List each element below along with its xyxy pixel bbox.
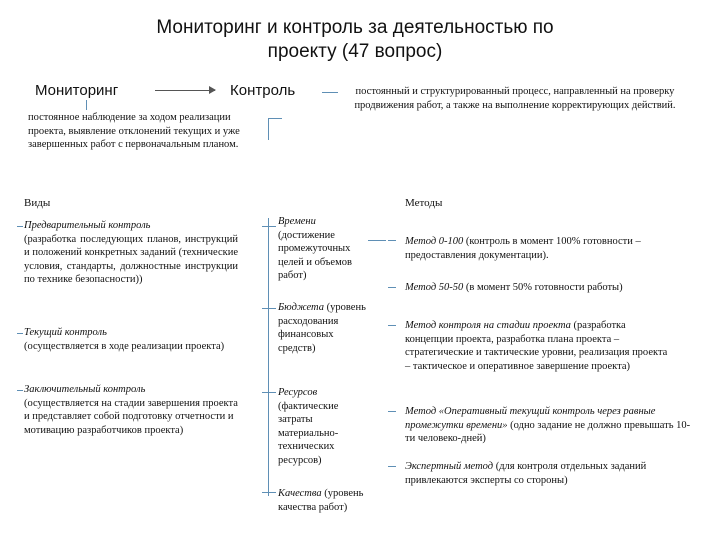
control-definition: постоянный и структурированный процесс, направленный на проверку продвижения работ, а также на выполнение корректирующих действий.	[354, 86, 676, 111]
connector	[86, 100, 87, 110]
method-desc: (в момент 50% готовности работы)	[465, 282, 623, 293]
bullet-tick	[388, 466, 396, 467]
objects-vertical-line	[268, 218, 269, 496]
bullet-tick	[388, 411, 396, 412]
connector	[268, 118, 269, 140]
bullet-tick	[388, 240, 396, 241]
object-item-time	[278, 215, 366, 283]
method-desc: (разработка концепции проекта, разработка плана проекта – стратегические и тактические уровни, реализация проекта – тактическое и оперативное завершение проекта)	[405, 320, 668, 372]
bullet-tick	[262, 308, 276, 309]
bullet-tick	[388, 287, 396, 288]
type-name: Текущий контроль	[24, 327, 107, 338]
object-desc: (уровень расходования финансовых средств)	[278, 302, 366, 354]
monitoring-definition: постоянное наблюдение за ходом реализации проекта, выявление отклонений текущих и уже завершенных работ с первоначальным планом.	[28, 112, 240, 150]
method-item-50-50	[405, 281, 670, 295]
type-desc: (осуществляется на стадии завершения проекта и представляет собой подготовку отчетности и мотивацию разработчиков проекта)	[24, 397, 238, 436]
method-name: Метод контроля на стадии проекта	[405, 320, 571, 331]
method-name: Экспертный метод	[405, 461, 494, 472]
control-heading: Контроль	[230, 82, 296, 99]
types-heading: Виды	[24, 197, 51, 209]
method-desc: (контроль в момент 100% готовности – предоставления документации).	[405, 236, 641, 261]
bullet-tick	[388, 325, 396, 326]
connector	[368, 240, 386, 241]
method-name: Метод 0-100	[405, 236, 464, 247]
connector	[322, 92, 338, 93]
object-name: Качества	[278, 488, 322, 499]
method-name: Метод «Оперативный текущий контроль через равные промежутки времени»	[405, 406, 656, 431]
bullet-tick	[17, 390, 23, 391]
monitoring-heading: Мониторинг	[35, 82, 119, 99]
object-desc: (фактические затраты материально-технических ресурсов)	[278, 400, 339, 466]
connector	[268, 118, 282, 119]
object-name: Бюджета	[278, 302, 325, 313]
bullet-tick	[262, 392, 276, 393]
bullet-tick	[17, 333, 23, 334]
method-desc: (одно задание не должно превышать 10-ти человеко-дней)	[405, 419, 691, 444]
object-item-quality	[278, 487, 388, 514]
object-desc: (уровень качества работ)	[278, 488, 364, 513]
page-title: Мониторинг и контроль за деятельностью по проекту (47 вопрос)	[156, 17, 554, 62]
bullet-tick	[17, 226, 23, 227]
type-name: Заключительный контроль	[24, 384, 146, 395]
type-item-preliminary	[24, 219, 238, 287]
method-name: Метод 50-50	[405, 282, 464, 293]
method-item-operative	[405, 405, 695, 446]
method-item-0-100	[405, 235, 670, 262]
methods-heading: Методы	[405, 197, 443, 209]
object-name: Ресурсов	[278, 387, 318, 398]
object-item-budget	[278, 301, 366, 355]
object-name: Времени	[278, 216, 316, 227]
bullet-tick	[262, 226, 276, 227]
object-desc: (достижение промежуточных целей и объемов работ)	[278, 229, 352, 281]
method-desc: (для контроля отдельных заданий привлекаются эксперты со стороны)	[405, 461, 647, 486]
type-name: Предварительный контроль	[24, 220, 151, 231]
type-item-current	[24, 326, 238, 353]
type-item-final	[24, 383, 238, 437]
method-item-stage	[405, 319, 670, 373]
object-item-resources	[278, 386, 366, 467]
type-desc: (осуществляется в ходе реализации проекта)	[24, 340, 225, 352]
arrow-monitoring-to-control	[155, 90, 215, 91]
type-desc: (разработка последующих планов, инструкций и положений конкретных заданий (технические условия, стандарты, должностные инструкции по технике безопасности))	[24, 233, 238, 285]
bullet-tick	[262, 492, 276, 493]
method-item-expert	[405, 460, 670, 487]
